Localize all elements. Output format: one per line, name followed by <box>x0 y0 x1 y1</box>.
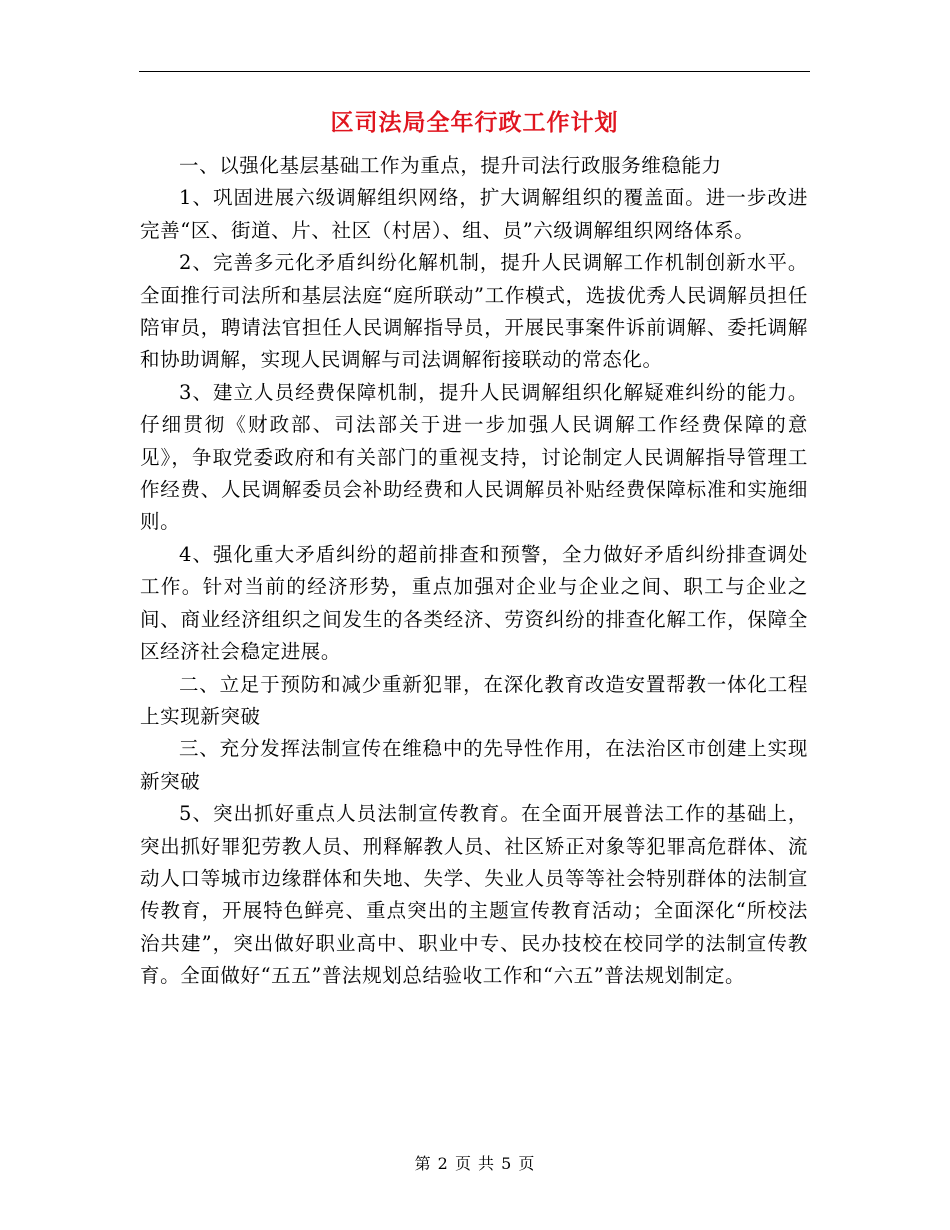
header-rule <box>139 71 810 72</box>
section-heading-3: 三、充分发挥法制宣传在维稳中的先导性作用，在法治区市创建上实现新突破 <box>140 737 808 793</box>
paragraph-item-4: 4、强化重大矛盾纠纷的超前排查和预警，全力做好矛盾纠纷排查调处工作。针对当前的经济形势，重点加强对企业与企业之间、职工与企业之间、商业经济组织之间发生的各类经济、劳资纠纷的排查化解工作，保障全区经济社会稳定进展。 <box>140 542 808 664</box>
paragraph-item-3: 3、建立人员经费保障机制，提升人民调解组织化解疑难纠纷的能力。仔细贯彻《财政部、司法部关于进一步加强人民调解工作经费保障的意见》，争取党委政府和有关部门的重视支持，讨论制定人民调解指导管理工作经费、人民调解委员会补助经费和人民调解员补贴经费保障标准和实施细则。 <box>140 380 808 534</box>
document-title: 区司法局全年行政工作计划 <box>330 109 619 136</box>
section-heading-1: 一、以强化基层基础工作为重点，提升司法行政服务维稳能力 <box>179 154 722 177</box>
paragraph-item-5: 5、突出抓好重点人员法制宣传教育。在全面开展普法工作的基础上，突出抓好罪犯劳教人员、刑释解教人员、社区矫正对象等犯罪高危群体、流动人口等城市边缘群体和失地、失学、失业人员等等社会特别群体的法制宣传教育，开展特色鲜亮、重点突出的主题宣传教育活动；全面深化“所校法治共建”，突出做好职业高中、职业中专、民办技校在校同学的法制宣传教育。全面做好“五五”普法规划总结验收工作和“六五”普法规划制定。 <box>140 802 808 988</box>
section-heading-2: 二、立足于预防和减少重新犯罪，在深化教育改造安置帮教一体化工程上实现新突破 <box>140 672 808 728</box>
paragraph-item-2: 2、完善多元化矛盾纠纷化解机制，提升人民调解工作机制创新水平。全面推行司法所和基层法庭“庭所联动”工作模式，选拔优秀人民调解员担任陪审员，聘请法官担任人民调解指导员，开展民事案件诉前调解、委托调解和协助调解，实现人民调解与司法调解衔接联动的常态化。 <box>140 251 808 372</box>
page-number: 第 2 页 共 5 页 <box>414 1154 536 1173</box>
document-body <box>140 150 808 993</box>
paragraph-item-1: 1、巩固进展六级调解组织网络，扩大调解组织的覆盖面。进一步改进完善“区、街道、片、社区（村居）、组、员”六级调解组织网络体系。 <box>140 186 808 242</box>
